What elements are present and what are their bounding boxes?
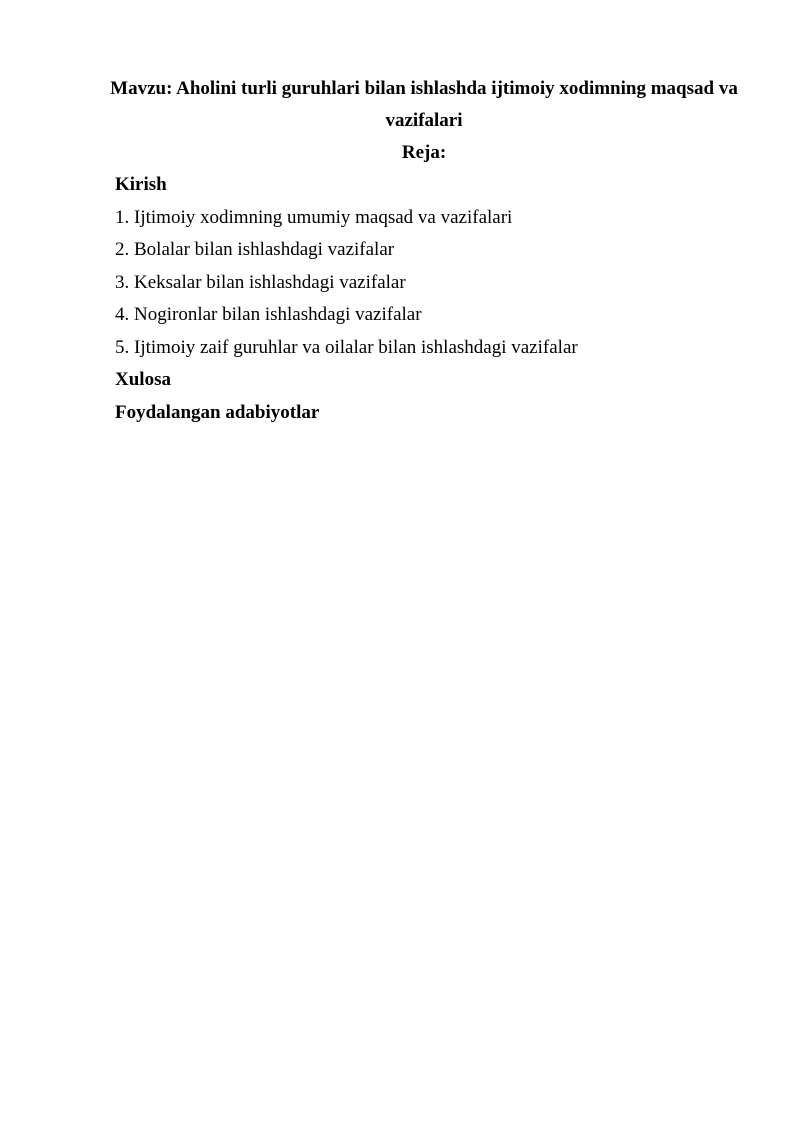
plan-outline xyxy=(115,171,735,431)
outline-item-5: 5. Ijtimoiy zaif guruhlar va oilalar bilan ishlashdagi vazifalar xyxy=(115,336,578,358)
outline-item-1: 1. Ijtimoiy xodimning umumiy maqsad va vazifalari xyxy=(115,206,513,228)
outline-item-references: Foydalangan adabiyotlar xyxy=(115,401,320,423)
outline-item-introduction: Kirish xyxy=(115,174,167,195)
outline-item-4: 4. Nogironlar bilan ishlashdagi vazifalar xyxy=(115,304,422,325)
outline-item-conclusion: Xulosa xyxy=(115,369,171,390)
outline-item-2: 2. Bolalar bilan ishlashdagi vazifalar xyxy=(115,239,395,260)
document-title: Mavzu: Aholini turli guruhlari bilan ishlashda ijtimoiy xodimning maqsad va vazifalari xyxy=(110,78,738,131)
outline-item-3: 3. Keksalar bilan ishlashdagi vazifalar xyxy=(115,271,406,293)
plan-heading: Reja: xyxy=(401,142,447,163)
